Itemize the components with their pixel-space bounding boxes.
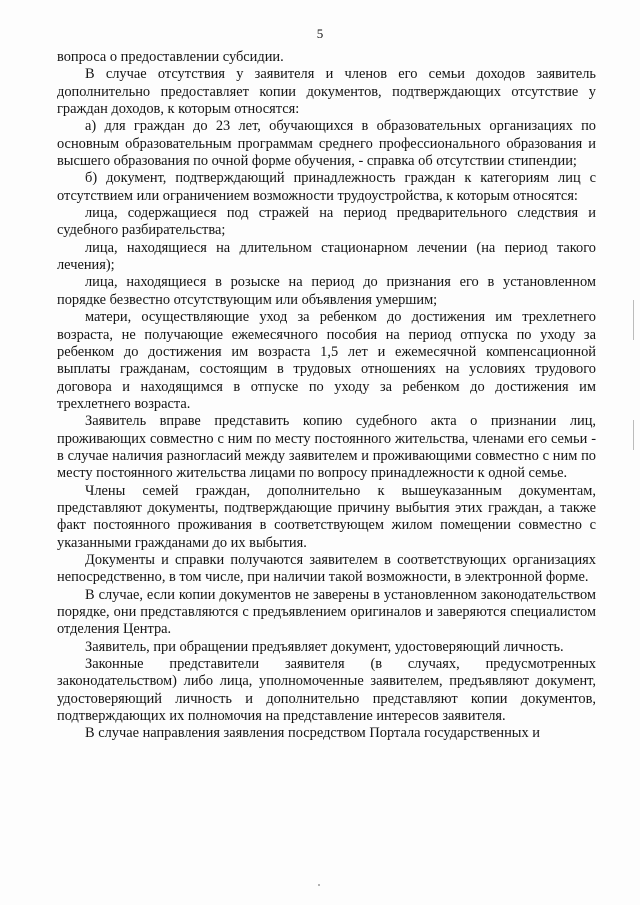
document-body [57, 49, 596, 743]
body-paragraph: Заявитель вправе представить копию судебного акта о признании лиц, проживающих совместно с ним по месту постоянного жительства, членами его семьи - в случае наличия разногласий между заявителем и проживающими совместно с ним по месту постоянного жительства лицами по вопросу принадлежности к одной семье. [57, 413, 596, 482]
body-paragraph: вопроса о предоставлении субсидии. [57, 49, 284, 65]
body-paragraph: лица, находящиеся на длительном стационарном лечении (на период такого лечения); [57, 239, 596, 274]
body-paragraph: а) для граждан до 23 лет, обучающихся в образовательных организациях по основным образовательным программам среднего профессионального образования и высшего образования по очной форме обучения, - справка об отсутствии стипендии; [57, 118, 596, 170]
scan-artifact-dot [318, 884, 320, 886]
scan-artifact-line [633, 420, 634, 450]
body-paragraph: лица, находящиеся в розыске на период до признания его в установленном порядке безвестно отсутствующим или объявления умершим; [57, 274, 596, 308]
body-paragraph: В случае, если копии документов не заверены в установленном законодательством порядке, они представляются с предъявлением оригиналов и заверяются специалистом отделения Центра. [57, 586, 596, 638]
body-paragraph: б) документ, подтверждающий принадлежность граждан к категориям лиц с отсутствием или ограничением возможности трудоустройства, к которым относятся: [57, 170, 596, 204]
body-paragraph: матери, осуществляющие уход за ребенком до достижения им трехлетнего возраста, не получающие ежемесячного пособия на период отпуска по уходу за ребенком до достижения им возраста 1,5 лет и ежемесячной компенсационной выплаты гражданам, состоящим в трудовых отношениях на условиях трудового договора и находящимся в отпуске по уходу за ребенком до достижения им трехлетнего возраста. [57, 309, 596, 412]
body-paragraph: Документы и справки получаются заявителем в соответствующих организациях непосредственно, в том числе, при наличии такой возможности, в электронной форме. [57, 551, 596, 586]
body-paragraph: Заявитель, при обращении предъявляет документ, удостоверяющий личность. [85, 638, 564, 655]
body-paragraph: лица, содержащиеся под стражей на период предварительного следствия и судебного разбирательства; [57, 205, 596, 239]
scan-artifact-line [633, 300, 634, 340]
body-paragraph: Члены семей граждан, дополнительно к вышеуказанным документам, представляют документы, подтверждающие причину выбытия этих граждан, а также факт постоянного проживания в соответствующем жилом помещении совместно с указанными гражданами до их выбытия. [57, 482, 596, 551]
body-paragraph: Законные представители заявителя (в случаях, предусмотренных законодательством) либо лица, уполномоченные заявителем, предъявляют документ, удостоверяющий личность и дополнительно представляют копии документов, подтверждающих их полномочия на представление интересов заявителя. [57, 656, 596, 725]
page-number: 5 [316, 26, 324, 41]
body-paragraph: В случае отсутствия у заявителя и членов его семьи доходов заявитель дополнительно предоставляет копии документов, подтверждающих отсутствие у граждан доходов, к которым относятся: [57, 66, 596, 118]
body-paragraph: В случае направления заявления посредством Портала государственных и [85, 725, 540, 742]
